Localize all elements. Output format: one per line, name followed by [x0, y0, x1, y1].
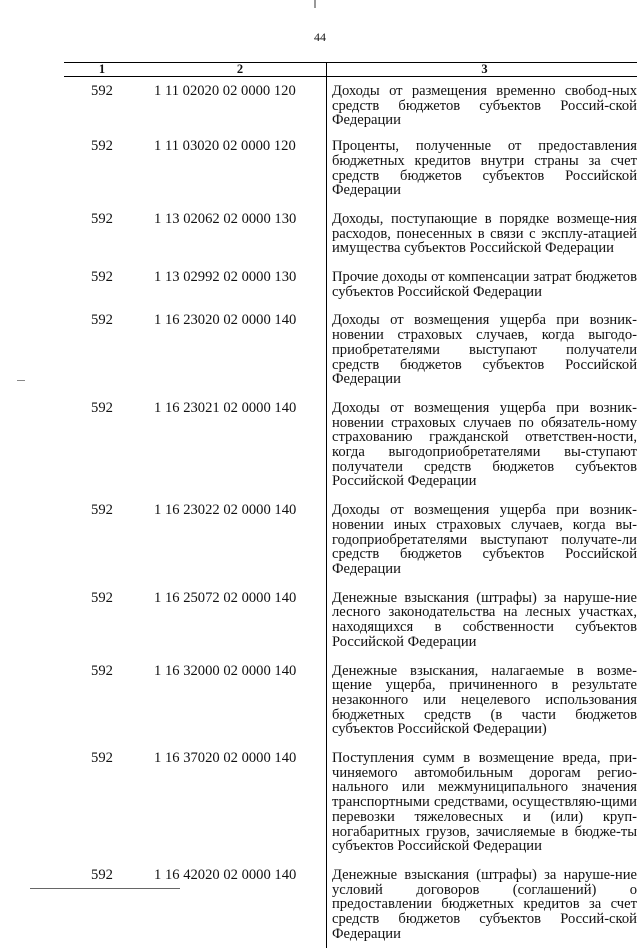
budget-code-cell: 1 16 23020 02 0000 140: [154, 312, 297, 329]
table-row: [64, 496, 637, 584]
column-header-3: 3: [327, 63, 638, 77]
budget-code-cell: 1 16 23021 02 0000 140: [154, 399, 297, 416]
description-cell: Доходы от возмещения ущерба при возник-новении иных страховых случаев, когда вы-годоприобретателями выступают получате-ли средств бюджетов субъектов Российской Федерации: [327, 496, 638, 584]
page-number: 44: [314, 30, 326, 44]
budget-code-cell: 1 11 03020 02 0000 120: [154, 138, 296, 155]
scan-edge-mark: [314, 0, 316, 8]
description-cell: Доходы от размещения временно свобод-ных средств бюджетов субъектов Россий-ской Федерации: [327, 77, 638, 136]
budget-code-cell: 1 13 02992 02 0000 130: [154, 269, 297, 286]
budget-code-cell: 1 16 37020 02 0000 140: [154, 750, 297, 767]
admin-code-cell: 592: [91, 83, 113, 99]
table-row: [64, 77, 637, 136]
description-cell: Денежные взыскания (штрафы) за наруше-ние условий договоров (соглашений) о предоставлении бюджетных кредитов за счет средств бюджетов субъектов Россий-ской Федерации: [327, 861, 638, 948]
description-cell: Проценты, полученные от предоставления бюджетных кредитов внутри страны за счет средств бюджетов субъектов Российской Федерации: [327, 135, 638, 205]
table-row: [64, 861, 637, 948]
table-row: [64, 263, 637, 306]
table-row: [64, 306, 637, 394]
table-row: [64, 657, 637, 745]
description-cell: Доходы от возмещения ущерба при возник-новении страховых случаев, когда выгодо-приобретателями выступают получатели средств бюджетов субъектов Российской Федерации: [327, 306, 638, 394]
column-header-1: 1: [64, 63, 140, 77]
admin-code-cell: 592: [91, 269, 113, 286]
budget-code-cell: 1 16 42020 02 0000 140: [154, 866, 297, 883]
table-row: [64, 394, 637, 496]
column-header-2: 2: [140, 63, 327, 77]
description-cell: Доходы, поступающие в порядке возмеще-ния расходов, понесенных в связи с эксплу-атацией имущества субъектов Российской Федерации: [327, 205, 638, 263]
budget-code-cell: 1 11 02020 02 0000 120: [154, 83, 296, 99]
table-row: [64, 744, 637, 861]
margin-mark: [17, 380, 25, 381]
budget-code-cell: 1 13 02062 02 0000 130: [154, 210, 297, 227]
table-row: [64, 135, 637, 205]
admin-code-cell: 592: [91, 662, 113, 679]
budget-code-cell: 1 16 23022 02 0000 140: [154, 502, 297, 519]
table-header-row: [64, 63, 637, 77]
table-row: [64, 584, 637, 657]
admin-code-cell: 592: [91, 312, 113, 329]
admin-code-cell: 592: [91, 750, 113, 767]
admin-code-cell: 592: [91, 502, 113, 519]
admin-code-cell: 592: [91, 399, 113, 416]
admin-code-cell: 592: [91, 589, 113, 606]
description-cell: Поступления сумм в возмещение вреда, при-чиняемого автомобильным дорогам регио-нального или межмуниципального значения транспортными средствами, осуществляю-щими перевозки тяжеловесных и (или) круп-ногабаритных грузов, зачисляемые в бюдже-ты субъектов Российской Федерации: [327, 744, 638, 861]
admin-code-cell: 592: [91, 210, 113, 227]
admin-code-cell: 592: [91, 866, 113, 883]
description-cell: Доходы от возмещения ущерба при возник-новении страховых случаев по обязатель-ному страхованию гражданской ответствен-ности, когда выгодоприобретателями вы-ступают получатели средств бюджетов субъектов Российской Федерации: [327, 394, 638, 496]
budget-code-cell: 1 16 25072 02 0000 140: [154, 589, 297, 606]
description-cell: Денежные взыскания (штрафы) за наруше-ние лесного законодательства на лесных участках, находящихся в собственности субъектов Российской Федерации: [327, 584, 638, 657]
footer-rule: [30, 888, 180, 889]
description-cell: Денежные взыскания, налагаемые в возме-щение ущерба, причиненного в результате незаконного или нецелевого использования бюджетных средств (в части бюджетов субъектов Российской Федерации): [327, 657, 638, 745]
description-cell: Прочие доходы от компенсации затрат бюджетов субъектов Российской Федерации: [327, 263, 638, 306]
revenue-codes-table: [64, 62, 637, 948]
table-row: [64, 205, 637, 263]
admin-code-cell: 592: [91, 138, 113, 155]
budget-code-cell: 1 16 32000 02 0000 140: [154, 662, 297, 679]
